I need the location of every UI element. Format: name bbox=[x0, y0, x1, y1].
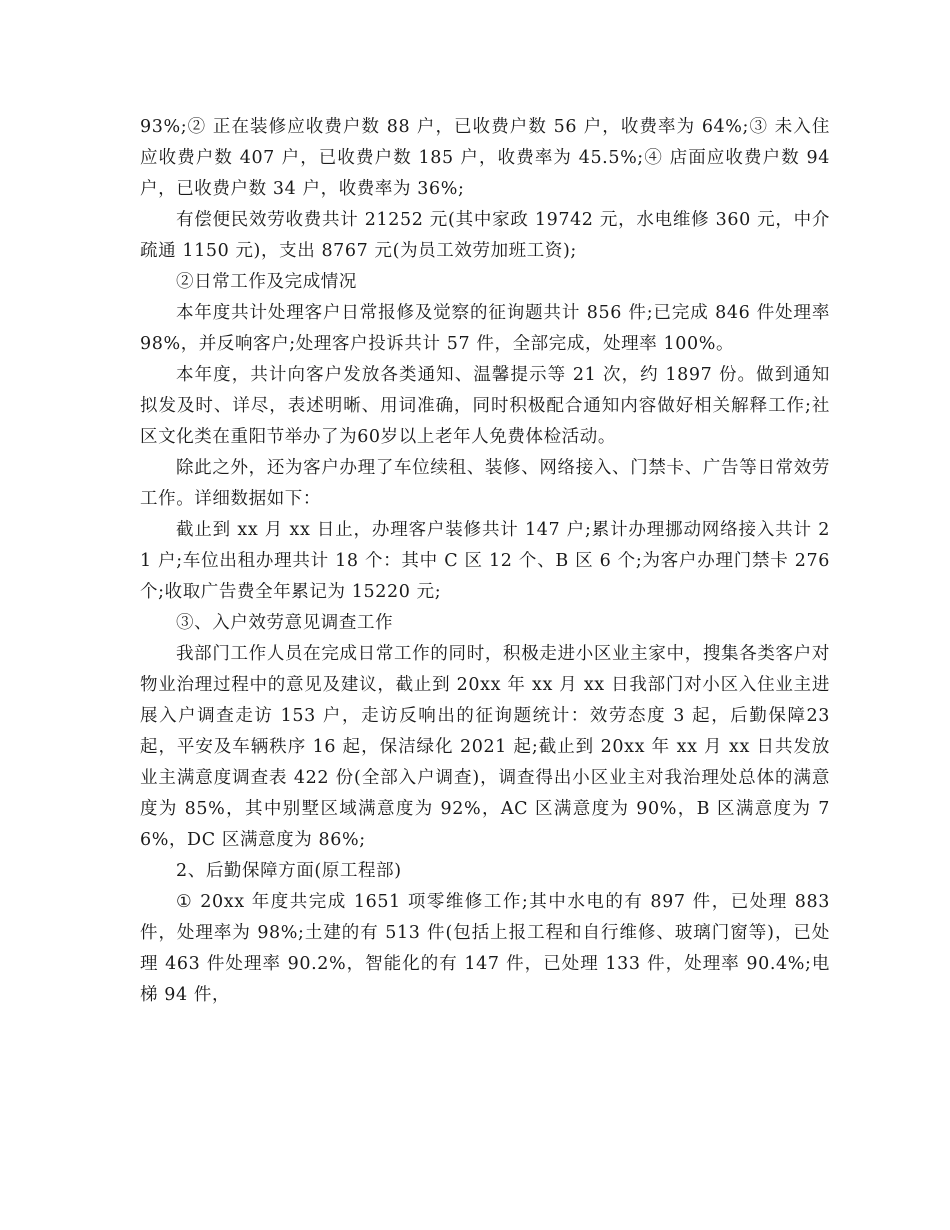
paragraph-paid-services: 有偿便民效劳收费共计 21252 元(其中家政 19742 元，水电维修 360 元，中介疏通 1150 元)，支出 8767 元(为员工效劳加班工资); bbox=[140, 210, 830, 261]
paragraph-other-services: 除此之外，还为客户办理了车位续租、装修、网络接入、门禁卡、广告等日常效劳工作。详细数据如下： bbox=[140, 458, 830, 509]
document-page bbox=[140, 112, 830, 1011]
paragraph-survey-results: 我部门工作人员在完成日常工作的同时，积极走进小区业主家中，搜集各类客户对物业治理过程中的意见及建议，截止到 20xx 年 xx 月 xx 日我部门对小区入住业主进展入户调查走访 153 户，走访反响出的征询题统计：效劳态度 3 起，后勤保障23起，平安及车辆秩序 16 起，保洁绿化 2021 起;截止到 20xx 年 xx 月 xx 日共发放业主满意度调查表 422 份(全部入户调查)，调查得出小区业主对我治理处总体的满意度为 85%，其中别墅区域满意度为 92%，AC 区满意度为 90%，B 区满意度为 76%，DC 区满意度为 86%; bbox=[140, 644, 830, 850]
section-heading-daily-work: ②日常工作及完成情况 bbox=[176, 272, 357, 292]
section-heading-logistics: 2、后勤保障方面(原工程部) bbox=[176, 861, 402, 881]
paragraph-service-data: 截止到 xx 月 xx 日止，办理客户装修共计 147 户;累计办理挪动网络接入共计 21 户;车位出租办理共计 18 个：其中 C 区 12 个、B 区 6 个;为客户办理门禁卡 276 个;收取广告费全年累记为 15220 元; bbox=[140, 520, 830, 602]
section-heading-survey: ③、入户效劳意见调查工作 bbox=[176, 613, 394, 633]
paragraph-maintenance: ① 20xx 年度共完成 1651 项零维修工作;其中水电的有 897 件，已处理 883 件，处理率为 98%;土建的有 513 件(包括上报工程和自行维修、玻璃门窗等)，已处理 463 件处理率 90.2%，智能化的有 147 件，已处理 133 件，处理率 90.4%;电梯 94 件， bbox=[140, 892, 830, 1005]
paragraph-fee-rates: 93%;② 正在装修应收费户数 88 户，已收费户数 56 户，收费率为 64%;③ 未入住应收费户数 407 户，已收费户数 185 户，收费率为 45.5%;④ 店面应收费户数 94 户，已收费户数 34 户，收费率为 36%; bbox=[140, 117, 830, 199]
paragraph-notices: 本年度，共计向客户发放各类通知、温馨提示等 21 次，约 1897 份。做到通知拟发及时、详尽，表述明晰、用词准确，同时积极配合通知内容做好相关解释工作;社区文化类在重阳节举办了为60岁以上老年人免费体检活动。 bbox=[140, 365, 830, 447]
paragraph-repairs-complaints: 本年度共计处理客户日常报修及觉察的征询题共计 856 件;已完成 846 件处理率 98%，并反响客户;处理客户投诉共计 57 件，全部完成，处理率 100%。 bbox=[140, 303, 830, 354]
